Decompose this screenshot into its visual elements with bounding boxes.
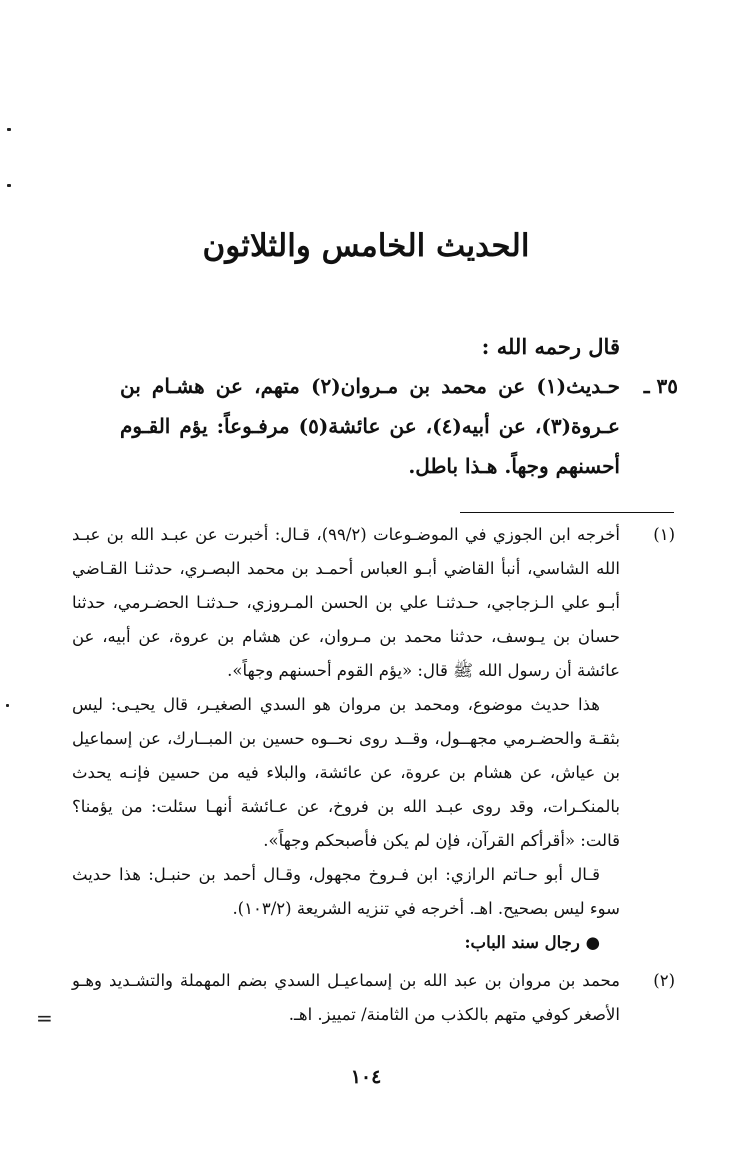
scan-artifact-dot <box>6 704 9 707</box>
page-number: ١٠٤ <box>350 1066 382 1088</box>
footnote-paragraph: قـال أبو حـاتم الرازي: ابن فـروخ مجهول، وقـال أحمد بن حنبـل: هذا حديث سوء ليس بصحيح. اهـ. أخرجه في تنزيه الشريعة (١٠٣/٢). <box>72 865 620 918</box>
footnote-number: (١) <box>653 525 675 544</box>
footnote-paragraph: أخرجه ابن الجوزي في الموضـوعات (٩٩/٢)، قـال: أخبرت عن عبـد الله بن عبـد الله الشاسي، أنبأ القاضي أبـو العباس أحمـد بن محمد البصـري، حدثنـا القـاضي أبـو علي الـزجاجي، حـدثنـا علي بن الحسن المـروزي، حـدثنـا الحضـرمي، حدثنا حسان بن يـوسف، حدثنا محمد بن مـروان، عن هشام بن عروة، عن أبيه، عن عائشة أن رسول الله ﷺ قال: «يؤم القوم أحسنهم وجهاً». <box>72 525 620 680</box>
margin-mark: = <box>36 1006 53 1030</box>
scan-artifact-dot <box>7 184 11 187</box>
footnote-paragraph: محمد بن مروان بن عبد الله بن إسماعيـل السدي بضم المهملة والتشـديد وهـو الأصغر كوفي متهم بالكذب من الثامنة/ تمييز. اهـ. <box>72 971 620 1024</box>
scan-artifact-dot <box>7 128 11 131</box>
hadith-text: حـديث(١) عن محمد بن مـروان(٢) متهم، عن هشـام بن عـروة(٣)، عن أبيه(٤)، عن عائشة(٥) مرفـوعاً: يؤم القـوم أحسنهم وجهاً. هـذا باطل. <box>120 374 620 478</box>
footnote-divider <box>460 512 674 513</box>
footnote-2 <box>72 964 675 1032</box>
intro-line: قال رحمه الله : <box>481 334 620 359</box>
hadith-number: ٣٥ ـ <box>643 374 678 398</box>
footnote-number: (٢) <box>653 971 675 990</box>
footnote-bullet-heading: ● رجال سند الباب: <box>464 933 600 952</box>
hadith-block <box>120 366 678 486</box>
footnote-paragraph: هذا حديث موضوع، ومحمد بن مروان هو السدي الصغيـر، قال يحيـى: ليس بثقـة والحضـرمي مجهــول، وقــد روى نحــوه حسين بن المبــارك، عن إسماعيل بن عياش، عن هشام بن عروة، عن عائشة، والبلاء فيه من حسين فإنـه يحدث بالمنكـرات، وقد روى عبـد الله بن فروخ، عن عـائشة أنهـا سئلت: من يؤمنا؟ قالت: «أقرأكم القرآن، فإن لم يكن فأصبحكم وجهاً». <box>72 695 620 850</box>
footnote-1 <box>72 518 675 960</box>
section-title: الحديث الخامس والثلاثون <box>202 228 530 264</box>
